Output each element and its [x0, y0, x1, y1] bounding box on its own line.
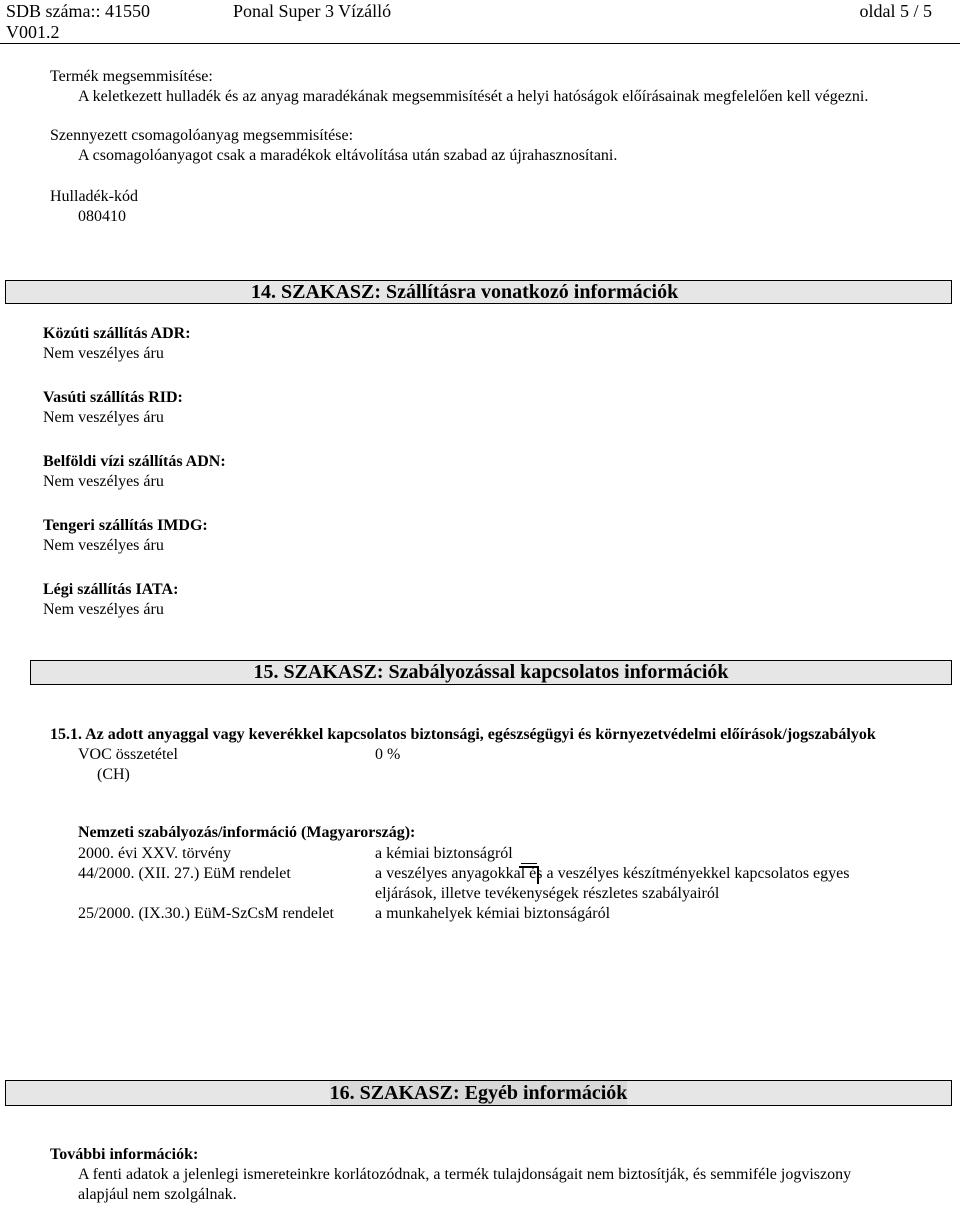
regulation-law: 2000. évi XXV. törvény: [78, 845, 232, 862]
transport-adn-value: Nem veszélyes áru: [43, 473, 164, 490]
transport-adr-label: Közúti szállítás ADR:: [43, 325, 191, 342]
section-14-title: [5, 280, 952, 304]
regulation-law: 25/2000. (IX.30.) EüM-SzCsM rendelet: [78, 905, 334, 922]
transport-rid-label: Vasúti szállítás RID:: [43, 389, 183, 406]
text-cursor-mark: [537, 866, 539, 884]
disposal-label: Termék megsemmisítése:: [50, 68, 213, 85]
transport-imdg-value: Nem veszélyes áru: [43, 537, 164, 554]
voc-label: VOC összetétel: [78, 746, 178, 763]
section-15-title: [30, 660, 952, 685]
section-16-title: [5, 1080, 952, 1106]
waste-code-label: Hulladék-kód: [50, 188, 138, 205]
regulation-desc: a kémiai biztonságról: [375, 845, 513, 862]
product-name: Ponal Super 3 Vízálló: [233, 1, 392, 21]
national-regulation-title: Nemzeti szabályozás/információ (Magyarország):: [78, 824, 416, 841]
regulation-desc-cont: eljárások, illetve tevékenységek részletes szabályairól: [375, 885, 720, 902]
regulation-desc: a munkahelyek kémiai biztonságáról: [375, 905, 611, 922]
additional-info-text: A fenti adatok a jelenlegi ismereteinkre korlátozódnak, a termék tulajdonságait nem biztosítják, és semmiféle jogviszony: [78, 1166, 852, 1183]
transport-rid-value: Nem veszélyes áru: [43, 409, 164, 426]
section-16-title-text: 16. SZAKASZ: Egyéb információk: [329, 1082, 628, 1104]
additional-info-label: További információk:: [50, 1146, 199, 1163]
disposal-text: A keletkezett hulladék és az anyag maradékának megsemmisítését a helyi hatóságok előírásainak megfelelően kell végezni.: [78, 88, 869, 105]
section-14-title-text: 14. SZAKASZ: Szállításra vonatkozó információk: [251, 281, 679, 303]
packaging-text: A csomagolóanyagot csak a maradékok eltávolítása után szabad az újrahasznosítani.: [78, 147, 618, 164]
section-15-title-text: 15. SZAKASZ: Szabályozással kapcsolatos információk: [253, 661, 729, 683]
cursor-mark: [521, 844, 537, 864]
transport-imdg-label: Tengeri szállítás IMDG:: [43, 517, 208, 534]
header-divider: [0, 43, 960, 44]
regulation-law: 44/2000. (XII. 27.) EüM rendelet: [78, 865, 291, 882]
page-number: oldal 5 / 5: [859, 1, 932, 21]
transport-iata-label: Légi szállítás IATA:: [43, 581, 179, 598]
section-15-1-subtitle: 15.1. Az adott anyaggal vagy keverékkel kapcsolatos biztonsági, egészségügyi és környezetvédelmi előírások/jogszabályok: [50, 726, 876, 743]
regulation-desc: a veszélyes anyagokkal és a veszélyes készítményekkel kapcsolatos egyes: [375, 865, 850, 882]
additional-info-text-cont: alapjául nem szolgálnak.: [78, 1186, 237, 1203]
text-cursor-mark: [519, 866, 539, 868]
transport-adn-label: Belföldi vízi szállítás ADN:: [43, 453, 226, 470]
voc-country: (CH): [97, 766, 130, 783]
transport-iata-value: Nem veszélyes áru: [43, 601, 164, 618]
packaging-label: Szennyezett csomagolóanyag megsemmisítése:: [50, 127, 354, 144]
transport-adr-value: Nem veszélyes áru: [43, 345, 164, 362]
version: V001.2: [6, 22, 60, 42]
sdb-number: SDB száma:: 41550: [6, 1, 150, 21]
waste-code: 080410: [78, 208, 126, 225]
voc-value: 0 %: [375, 746, 401, 763]
